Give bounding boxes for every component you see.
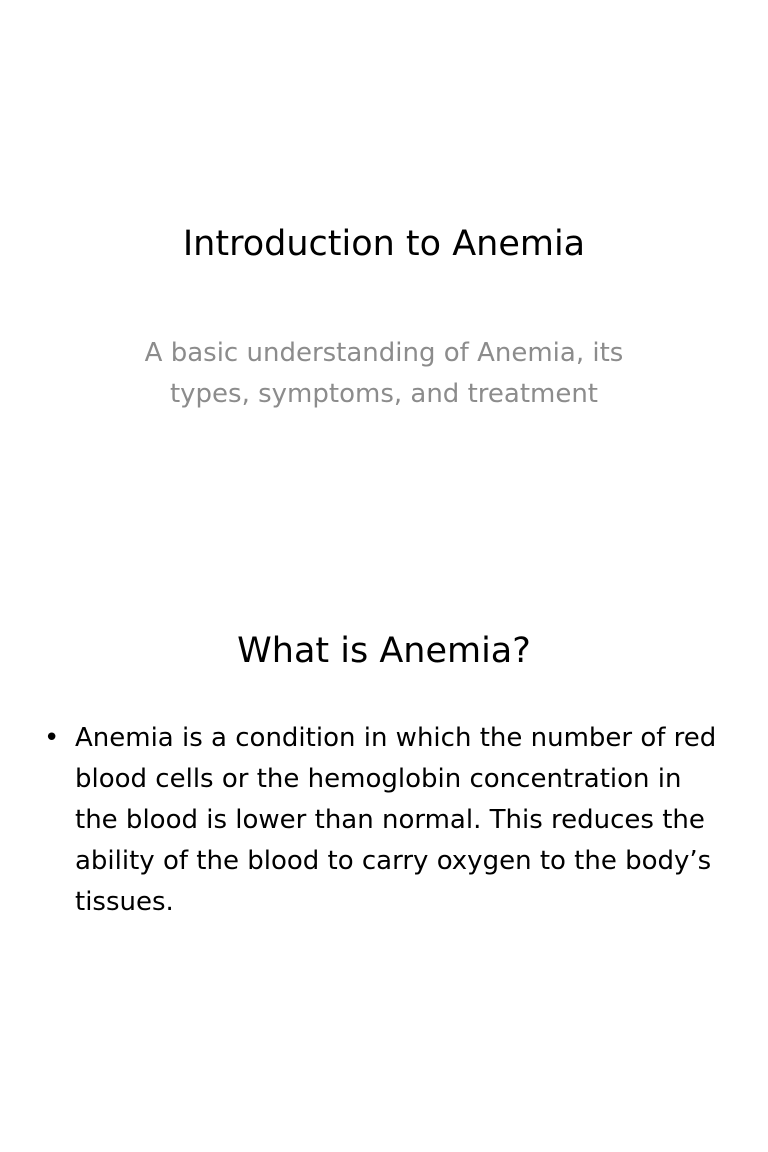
bullet-item [40,718,718,923]
bullet-icon: • [44,723,60,753]
bullet-list [40,718,718,923]
slide-subtitle: A basic understanding of Anemia, its types, symptoms, and treatment [144,338,624,409]
slide-title: What is Anemia? [237,631,531,671]
bullet-text: Anemia is a condition in which the number of red blood cells or the hemoglobin concentration in the blood is lower than normal. This reduces the ability of the blood to carry oxygen to the body’s tissues. [75,723,717,917]
content-slide [0,576,768,1152]
slide-title: Introduction to Anemia [182,224,586,264]
